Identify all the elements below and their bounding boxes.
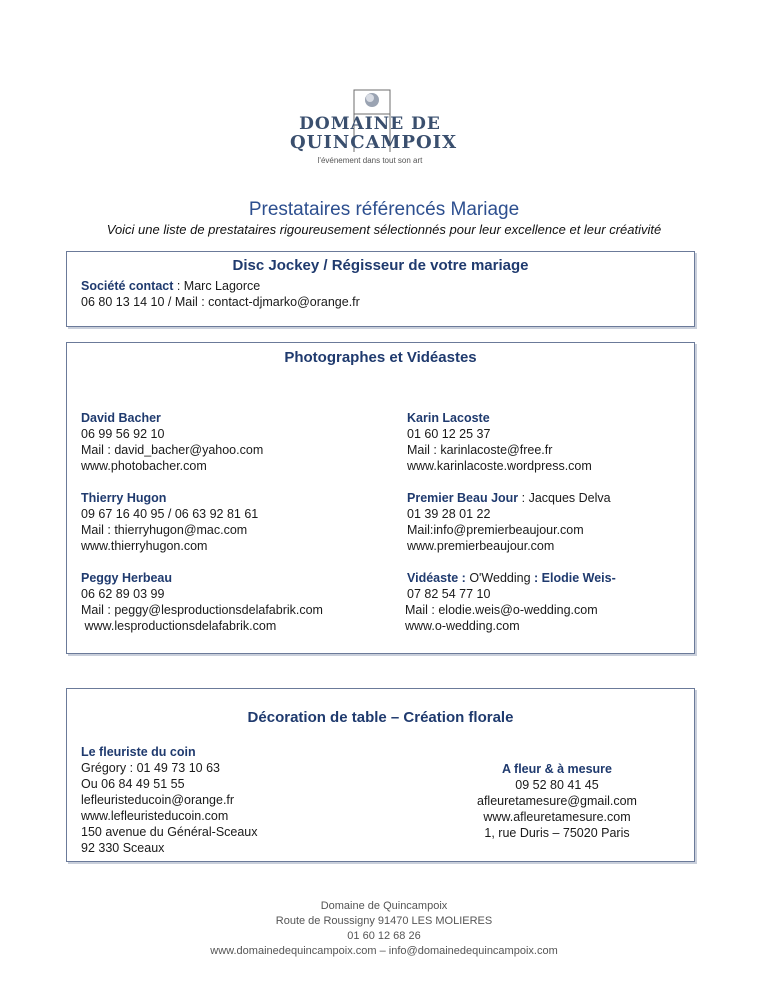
vendor-mail: lefleuristeducoin@orange.fr — [81, 793, 235, 807]
vendor-phone: 09 52 80 41 45 — [515, 778, 599, 792]
vendor-card — [407, 410, 592, 474]
vendor-card — [81, 570, 323, 634]
vendor-card — [405, 570, 616, 634]
footer-address: Route de Roussigny 91470 LES MOLIERES — [275, 915, 493, 927]
page-subtitle: Voici une liste de prestataires rigoureusement sélectionnés pour leur excellence et leur créativité — [106, 222, 662, 237]
vendor-mail: Mail:info@premierbeaujour.com — [407, 523, 584, 537]
vendor-name: Peggy Herbeau — [81, 571, 173, 585]
vendor-name: Premier Beau Jour — [407, 491, 519, 505]
vendor-company: O'Wedding — [469, 571, 535, 585]
vendor-website: www.o-wedding.com — [405, 619, 520, 633]
deco-section — [66, 688, 695, 862]
vendor-website: www.afleuretamesure.com — [483, 810, 631, 824]
logo-tagline: l'événement dans tout son art — [317, 156, 423, 165]
footer-web-mail: www.domainedequincampoix.com – info@domainedequincampoix.com — [210, 945, 558, 957]
vendor-name-line — [405, 570, 616, 586]
dj-phone-mail: 06 80 13 14 10 / Mail : contact-djmarko@orange.fr — [81, 295, 360, 309]
vendor-phone: 09 67 16 40 95 / 06 63 92 81 61 — [81, 507, 259, 521]
vendor-name: Karin Lacoste — [407, 411, 490, 425]
vendor-phone: 07 82 54 77 10 — [407, 587, 491, 601]
vendor-name: Le fleuriste du coin — [81, 745, 196, 759]
vendor-mail: afleuretamesure@gmail.com — [477, 794, 637, 808]
vendor-phone: 01 39 28 01 22 — [407, 507, 491, 521]
vendor-mail: Mail : thierryhugon@mac.com — [81, 523, 248, 537]
vendor-phone: Grégory : 01 49 73 10 63 — [81, 761, 220, 775]
page-title: Prestataires référencés Mariage — [248, 199, 520, 220]
vendor-name-line — [407, 490, 611, 506]
vendor-address: 1, rue Duris – 75020 Paris — [484, 826, 630, 840]
dj-contact-label: Société contact — [81, 279, 174, 293]
vendor-card — [81, 410, 263, 474]
dj-section — [66, 251, 695, 327]
vendor-mail: Mail : peggy@lesproductionsdelafabrik.com — [81, 603, 323, 617]
footer — [0, 899, 768, 959]
logo-line-2: QUINCAMPOIX — [290, 132, 458, 153]
vendor-website: www.photobacher.com — [81, 459, 207, 473]
vendor-name: A fleur & à mesure — [502, 762, 612, 776]
vendor-mail: Mail : elodie.weis@o-wedding.com — [405, 603, 598, 617]
vendor-card — [81, 744, 258, 856]
vendor-mail: Mail : david_bacher@yahoo.com — [81, 443, 264, 457]
vendor-website: www.lesproductionsdelafabrik.com — [81, 619, 277, 633]
footer-company: Domaine de Quincampoix — [320, 900, 448, 912]
vendor-name: David Bacher — [81, 411, 161, 425]
vendor-mail: Mail : karinlacoste@free.fr — [407, 443, 553, 457]
photo-section — [66, 342, 695, 654]
vendor-phone: 06 62 89 03 99 — [81, 587, 165, 601]
deco-section-title: Décoration de table – Création florale — [247, 709, 514, 726]
dj-section-title: Disc Jockey / Régisseur de votre mariage — [232, 257, 529, 274]
vendor-card — [447, 761, 667, 841]
vendor-contact-person: : Jacques Delva — [518, 491, 611, 505]
vendor-website: www.karinlacoste.wordpress.com — [407, 459, 592, 473]
vendor-city: 92 330 Sceaux — [81, 841, 165, 855]
dj-contact-line — [81, 278, 260, 294]
vendor-phone-alt: Ou 06 84 49 51 55 — [81, 777, 185, 791]
vendor-name: : Elodie Weis- — [534, 571, 616, 585]
vendor-card — [81, 490, 258, 554]
photo-section-title: Photographes et Vidéastes — [284, 349, 477, 366]
vendor-role: Vidéaste : — [407, 571, 470, 585]
vendor-phone: 01 60 12 25 37 — [407, 427, 491, 441]
vendor-website: www.premierbeaujour.com — [407, 539, 555, 553]
vendor-website: www.lefleuristeducoin.com — [81, 809, 229, 823]
vendor-phone: 06 99 56 92 10 — [81, 427, 165, 441]
vendor-card — [407, 490, 611, 554]
vendor-address: 150 avenue du Général-Sceaux — [81, 825, 258, 839]
footer-phone: 01 60 12 68 26 — [347, 930, 421, 942]
logo — [290, 88, 470, 178]
vendor-website: www.thierryhugon.com — [81, 539, 208, 553]
dj-contact-value: : Marc Lagorce — [173, 279, 261, 293]
logo-line-1: DOMAINE DE — [299, 114, 441, 134]
vendor-name: Thierry Hugon — [81, 491, 167, 505]
